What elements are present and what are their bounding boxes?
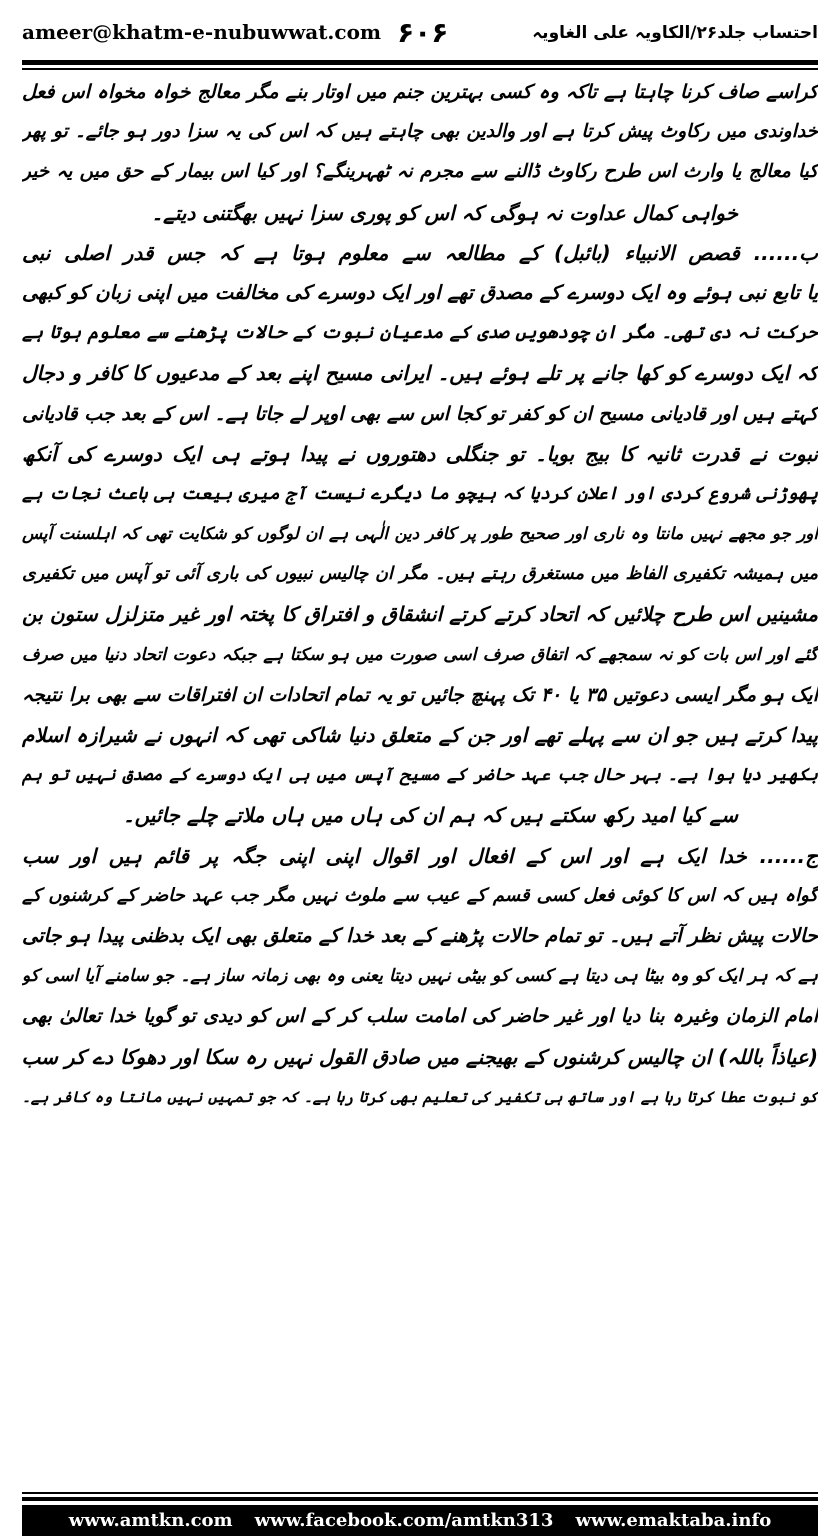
text-line: میں ہمیشہ تکفیری الفاظ میں مستغرق رہتے ہیں۔ مگر ان چالیس نبیوں کی باری آئی تو آپس میں تکفیری [22, 564, 818, 585]
page-header [22, 10, 818, 54]
text-line: ب...... قصص الانبیاء (بائبل) کے مطالعہ سے معلوم ہوتا ہے کہ جس قدر اصلی نبی [22, 240, 818, 265]
footer-link-facebook[interactable]: www.facebook.com/amtkn313 [254, 1510, 554, 1531]
text-line: کہتے ہیں اور قادیانی مسیح ان کو کفر تو کجا اس سے بھی اوپر لے جاتا ہے۔ اس کے بعد جب قادیانی [22, 402, 818, 425]
text-line: ایک ہو مگر ایسی دعوتیں ۳۵ یا ۴۰ تک پہنچ جائیں تو یہ تمام اتحادات ان افتراقات سے بھی برا نتیجہ [22, 683, 818, 706]
text-line: خداوندی میں رکاوٹ پیش کرتا ہے اور والدین بھی چاہتے ہیں کہ اس کی یہ سزا دور ہو جائے۔ تو پھر [22, 121, 818, 143]
text-line: پھوڑنی شروع کردی اور اعلان کردیا کہ ہیچو ما دیگرے نیست آج میری بیعت ہی باعث نجات ہے [22, 483, 818, 504]
footer-link-amtkn[interactable]: www.amtkn.com [68, 1510, 233, 1531]
text-line: خواہی کمال عداوت نہ ہوگی کہ اس کو پوری سزا نہیں بھگتنی دیتے۔ [151, 200, 738, 225]
footer-link-emaktaba[interactable]: www.emaktaba.info [575, 1510, 772, 1531]
text-line: کیا معالج یا وارث اس طرح رکاوٹ ڈالنے سے مجرم نہ ٹھہرینگے؟ اور کیا اس بیمار کے حق میں یہ خیر [22, 161, 818, 183]
book-title: احتساب جلد۲۶/الکاویہ علی الغاویہ [532, 22, 818, 43]
text-line: امام الزمان وغیرہ بنا دیا اور غیر حاضر کی امامت سلب کر کے اس کو دیدی تو گویا خدا تعالیٰ بھی [22, 1005, 818, 1028]
text-line: گواہ ہیں کہ اس کا کوئی فعل کسی قسم کے عیب سے ملوث نہیں مگر جب عہد حاضر کے کرشنوں کے [22, 884, 818, 906]
footer-rule-thin [22, 1492, 818, 1494]
text-line: مشینیں اس طرح چلائیں کہ اتحاد کرتے کرتے انشقاق و افتراق کا پختہ اور غیر متزلزل ستون بن [22, 602, 818, 627]
text-line: کو نبوت عطا کرتا رہا ہے اور ساتھ ہی تکفیر کی تعلیم بھی کرتا رہا ہے۔ کہ جو تمہیں نہیں مانتا وہ کافر ہے۔ [22, 1087, 818, 1106]
footer-rule-thick [22, 1497, 818, 1501]
text-line: بکھیر دیا ہوا ہے۔ بہر حال جب عہد حاضر کے مسیح آپس میں ہی ایک دوسرے کے مصدق نہیں تو ہم [22, 765, 818, 786]
text-line: کراسے صاف کرنا چاہتا ہے تاکہ وہ کسی بہترین جنم میں اوتار بنے مگر معالج خواہ مخواہ اس فعل [22, 81, 818, 103]
header-rule-thick [22, 60, 818, 65]
text-line: حرکت نہ دی تھی۔ مگر ان چودھویں صدی کے مدعیان نبوت کے حالات پڑھنے سے معلوم ہوتا ہے [22, 322, 818, 344]
text-line: کہ ایک دوسرے کو کھا جانے پر تلے ہوئے ہیں۔ ایرانی مسیح اپنے بعد کے مدعیوں کا کافر و دجال [22, 361, 818, 386]
text-line: ج...... خدا ایک ہے اور اس کے افعال اور اقوال اپنی اپنی جگہ پر قائم ہیں اور سب [22, 843, 818, 868]
text-line: حالات پیش نظر آتے ہیں۔ تو تمام حالات پڑھنے کے بعد خدا کے متعلق بھی ایک بدظنی پیدا ہو جاتی [22, 923, 818, 947]
page-footer [22, 1505, 818, 1536]
text-line: (عیاذاً باللہ) ان چالیس کرشنوں کے بھیجنے میں صادق القول نہیں رہ سکا اور دھوکا دے کر سب [22, 1044, 818, 1069]
header-rule-thin [22, 68, 818, 70]
page-number: ۶۰۶ [397, 15, 449, 49]
header-left [22, 16, 448, 49]
text-line: یا تابع نبی ہوئے وہ ایک دوسرے کے مصدق تھے اور ایک دوسرے کی مخالفت میں اپنی زبان کو کبھی [22, 280, 818, 304]
header-email: ameer@khatm-e-nubuwwat.com [22, 20, 382, 44]
text-line: ہے کہ ہر ایک کو وہ بیٹا ہی دیتا ہے کسی کو بیٹی نہیں دیتا یعنی وہ بھی زمانہ ساز ہے۔ جو سامنے آیا اسی کو [22, 966, 818, 987]
text-line: اور جو مجھے نہیں مانتا وہ ناری اور صحیح طور پر کافر دین الٰہی ہے ان لوگوں کو شکایت تھی کہ اہلسنت آپس [22, 524, 818, 544]
text-line: گئے اور اس بات کو نہ سمجھے کہ اتفاق صرف اسی صورت میں ہو سکتا ہے جبکہ دعوت اتحاد دنیا میں صرف [22, 644, 818, 665]
text-line: پیدا کرتے ہیں جو ان سے پہلے تھے اور جن کے متعلق دنیا شاکی تھی کہ انہوں نے شیرازہ اسلام [22, 723, 818, 747]
text-line: نبوت نے قدرت ثانیہ کا بیج بویا۔ تو جنگلی دھتوروں نے پیدا ہوتے ہی ایک دوسرے کی آنکھ [22, 441, 818, 466]
text-line: سے کیا امید رکھ سکتے ہیں کہ ہم ان کی ہاں میں ہاں ملاتے چلے جائیں۔ [122, 803, 738, 828]
page-body [22, 72, 818, 1117]
